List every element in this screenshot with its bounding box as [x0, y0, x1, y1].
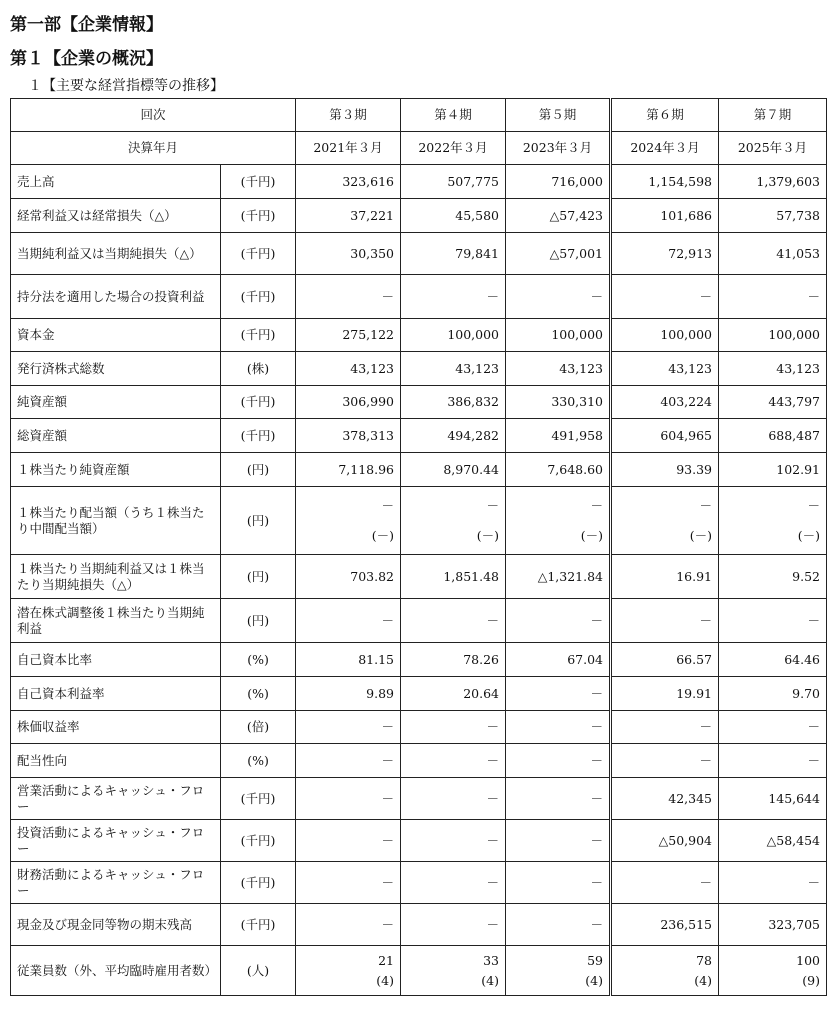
value-sub: (4) [376, 972, 395, 988]
row-label: 総資産額 [11, 419, 221, 453]
table-row [11, 643, 827, 677]
value-cell [296, 946, 401, 996]
value-main: － [807, 497, 821, 513]
value-main: 59 [587, 952, 604, 968]
row-unit: (円) [221, 599, 296, 643]
period-header: 第４期 [401, 99, 506, 132]
value-cell: － [506, 778, 611, 820]
value-cell: 378,313 [296, 419, 401, 453]
value-cell: △57,423 [506, 199, 611, 233]
table-row [11, 677, 827, 711]
value-cell: － [506, 862, 611, 904]
row-unit: (千円) [221, 275, 296, 319]
value-cell: － [401, 711, 506, 744]
header-label: 回次 [11, 99, 296, 132]
value-cell: 703.82 [296, 555, 401, 599]
fiscal-header: 2023年３月 [506, 132, 611, 165]
table-row [11, 904, 827, 946]
table-row [11, 711, 827, 744]
row-label: 従業員数（外、平均臨時雇用者数） [11, 946, 221, 996]
row-label: １株当たり配当額（うち１株当たり中間配当額） [11, 487, 221, 555]
table-row [11, 453, 827, 487]
value-main: 78 [696, 952, 713, 968]
value-cell: 494,282 [401, 419, 506, 453]
value-cell: － [401, 820, 506, 862]
table-row [11, 820, 827, 862]
row-unit: (千円) [221, 319, 296, 352]
value-cell: 100,000 [506, 319, 611, 352]
table-row [11, 233, 827, 275]
period-header: 第６期 [611, 99, 719, 132]
table-row [11, 165, 827, 199]
row-label: 発行済株式総数 [11, 352, 221, 386]
value-cell: 102.91 [719, 453, 827, 487]
value-cell: 66.57 [611, 643, 719, 677]
value-cell: 716,000 [506, 165, 611, 199]
value-sub: (－) [476, 527, 500, 543]
row-label: 当期純利益又は当期純損失（△） [11, 233, 221, 275]
value-sub: (9) [802, 972, 821, 988]
value-cell: 43,123 [719, 352, 827, 386]
value-main: － [381, 497, 395, 513]
value-cell: 491,958 [506, 419, 611, 453]
row-label: 持分法を適用した場合の投資利益 [11, 275, 221, 319]
value-main: － [486, 497, 500, 513]
value-cell: － [296, 599, 401, 643]
value-cell: 688,487 [719, 419, 827, 453]
row-unit: (千円) [221, 233, 296, 275]
subsection-title: １【主要な経営指標等の推移】 [28, 78, 224, 94]
value-sub: (－) [580, 527, 604, 543]
row-unit: (円) [221, 555, 296, 599]
value-cell: 16.91 [611, 555, 719, 599]
value-sub: (－) [689, 527, 713, 543]
row-unit: (倍) [221, 711, 296, 744]
value-cell: － [296, 820, 401, 862]
value-cell: － [719, 862, 827, 904]
value-cell: － [719, 711, 827, 744]
value-cell: 323,705 [719, 904, 827, 946]
value-cell: 306,990 [296, 386, 401, 419]
value-cell: 275,122 [296, 319, 401, 352]
value-cell: 8,970.44 [401, 453, 506, 487]
value-cell [401, 946, 506, 996]
value-cell [296, 487, 401, 555]
row-label: 潜在株式調整後１株当たり当期純利益 [11, 599, 221, 643]
table-row [11, 275, 827, 319]
row-label: １株当たり純資産額 [11, 453, 221, 487]
value-cell: 72,913 [611, 233, 719, 275]
row-unit: (人) [221, 946, 296, 996]
value-cell: 79,841 [401, 233, 506, 275]
fiscal-header: 2025年３月 [719, 132, 827, 165]
value-main: 100 [796, 952, 821, 968]
row-label: 投資活動によるキャッシュ・フロー [11, 820, 221, 862]
value-cell: 93.39 [611, 453, 719, 487]
value-sub: (4) [481, 972, 500, 988]
value-cell: 67.04 [506, 643, 611, 677]
value-cell: － [719, 744, 827, 778]
value-cell: 9.89 [296, 677, 401, 711]
value-cell [401, 487, 506, 555]
row-unit: (千円) [221, 386, 296, 419]
period-header: 第５期 [506, 99, 611, 132]
row-unit: (千円) [221, 778, 296, 820]
value-cell: － [401, 904, 506, 946]
value-cell [506, 487, 611, 555]
value-cell [719, 487, 827, 555]
row-label: 資本金 [11, 319, 221, 352]
value-cell: 78.26 [401, 643, 506, 677]
value-cell: 7,648.60 [506, 453, 611, 487]
value-cell: － [506, 711, 611, 744]
value-cell: － [611, 711, 719, 744]
row-unit: (千円) [221, 419, 296, 453]
value-cell: 145,644 [719, 778, 827, 820]
table-row [11, 319, 827, 352]
value-cell: － [611, 862, 719, 904]
value-cell: 323,616 [296, 165, 401, 199]
financial-indicators-table [10, 98, 827, 996]
row-unit: (千円) [221, 904, 296, 946]
row-unit: (千円) [221, 199, 296, 233]
value-cell: 100,000 [719, 319, 827, 352]
section-title: 第１【企業の概況】 [10, 49, 163, 69]
value-cell: － [296, 862, 401, 904]
table-row [11, 487, 827, 555]
table-row [11, 599, 827, 643]
table-row [11, 419, 827, 453]
value-cell: 45,580 [401, 199, 506, 233]
row-label: 財務活動によるキャッシュ・フロー [11, 862, 221, 904]
value-cell: 7,118.96 [296, 453, 401, 487]
value-main: 21 [378, 952, 395, 968]
value-cell: 30,350 [296, 233, 401, 275]
row-label: 配当性向 [11, 744, 221, 778]
value-cell: △58,454 [719, 820, 827, 862]
row-label: 売上高 [11, 165, 221, 199]
row-label: 自己資本利益率 [11, 677, 221, 711]
row-unit: (%) [221, 677, 296, 711]
value-cell: 43,123 [296, 352, 401, 386]
value-main: － [699, 497, 713, 513]
value-cell: － [296, 904, 401, 946]
row-unit: (円) [221, 487, 296, 555]
value-cell: － [401, 275, 506, 319]
table-row [11, 862, 827, 904]
value-cell: － [719, 275, 827, 319]
table-row [11, 352, 827, 386]
value-cell: － [506, 677, 611, 711]
value-cell: 41,053 [719, 233, 827, 275]
value-cell: △1,321.84 [506, 555, 611, 599]
value-cell: 43,123 [506, 352, 611, 386]
value-cell: 604,965 [611, 419, 719, 453]
row-label: 経常利益又は経常損失（△） [11, 199, 221, 233]
row-unit: (%) [221, 643, 296, 677]
value-cell: － [506, 904, 611, 946]
row-label: 純資産額 [11, 386, 221, 419]
table-row [11, 744, 827, 778]
value-sub: (－) [371, 527, 395, 543]
value-cell: 1,379,603 [719, 165, 827, 199]
value-cell: 81.15 [296, 643, 401, 677]
value-cell: 20.64 [401, 677, 506, 711]
value-cell: － [506, 599, 611, 643]
row-label: 株価収益率 [11, 711, 221, 744]
value-cell: 403,224 [611, 386, 719, 419]
value-cell: 9.52 [719, 555, 827, 599]
table-row [11, 386, 827, 419]
row-label: 現金及び現金同等物の期末残高 [11, 904, 221, 946]
value-cell: － [401, 599, 506, 643]
value-cell: 101,686 [611, 199, 719, 233]
row-unit: (千円) [221, 820, 296, 862]
value-cell: 57,738 [719, 199, 827, 233]
value-cell: 43,123 [611, 352, 719, 386]
value-cell: － [401, 778, 506, 820]
table-row [11, 199, 827, 233]
row-unit: (千円) [221, 862, 296, 904]
header-row-period [11, 99, 827, 132]
value-cell: 507,775 [401, 165, 506, 199]
value-cell: 19.91 [611, 677, 719, 711]
value-cell: 37,221 [296, 199, 401, 233]
value-cell: － [506, 820, 611, 862]
value-cell: 64.46 [719, 643, 827, 677]
value-cell: △50,904 [611, 820, 719, 862]
row-label: １株当たり当期純利益又は１株当たり当期純損失（△） [11, 555, 221, 599]
value-cell: △57,001 [506, 233, 611, 275]
value-cell: － [401, 744, 506, 778]
value-cell: － [611, 599, 719, 643]
value-cell: 1,851.48 [401, 555, 506, 599]
header-row-fiscal [11, 132, 827, 165]
value-cell [611, 487, 719, 555]
value-cell: 386,832 [401, 386, 506, 419]
value-cell: － [506, 275, 611, 319]
value-sub: (4) [694, 972, 713, 988]
value-cell: － [296, 778, 401, 820]
header-label: 決算年月 [11, 132, 296, 165]
value-cell [611, 946, 719, 996]
value-cell: － [296, 744, 401, 778]
value-cell: 42,345 [611, 778, 719, 820]
row-label: 自己資本比率 [11, 643, 221, 677]
fiscal-header: 2024年３月 [611, 132, 719, 165]
row-unit: (株) [221, 352, 296, 386]
table-row [11, 555, 827, 599]
period-header: 第３期 [296, 99, 401, 132]
value-cell: － [296, 711, 401, 744]
row-unit: (%) [221, 744, 296, 778]
value-cell: 100,000 [401, 319, 506, 352]
period-header: 第７期 [719, 99, 827, 132]
value-cell: － [506, 744, 611, 778]
value-cell: － [296, 275, 401, 319]
row-unit: (円) [221, 453, 296, 487]
value-cell: － [611, 275, 719, 319]
value-cell: － [719, 599, 827, 643]
value-cell: － [611, 744, 719, 778]
value-cell [719, 946, 827, 996]
fiscal-header: 2021年３月 [296, 132, 401, 165]
value-cell: 330,310 [506, 386, 611, 419]
table-row [11, 946, 827, 996]
value-main: － [590, 497, 604, 513]
row-label: 営業活動によるキャッシュ・フロー [11, 778, 221, 820]
value-cell: 100,000 [611, 319, 719, 352]
value-cell: － [401, 862, 506, 904]
value-cell [506, 946, 611, 996]
value-main: 33 [483, 952, 500, 968]
part-title: 第一部【企業情報】 [10, 15, 163, 35]
value-cell: 443,797 [719, 386, 827, 419]
fiscal-header: 2022年３月 [401, 132, 506, 165]
row-unit: (千円) [221, 165, 296, 199]
value-cell: 9.70 [719, 677, 827, 711]
value-cell: 43,123 [401, 352, 506, 386]
value-sub: (4) [585, 972, 604, 988]
value-cell: 236,515 [611, 904, 719, 946]
value-sub: (－) [797, 527, 821, 543]
value-cell: 1,154,598 [611, 165, 719, 199]
table-row [11, 778, 827, 820]
